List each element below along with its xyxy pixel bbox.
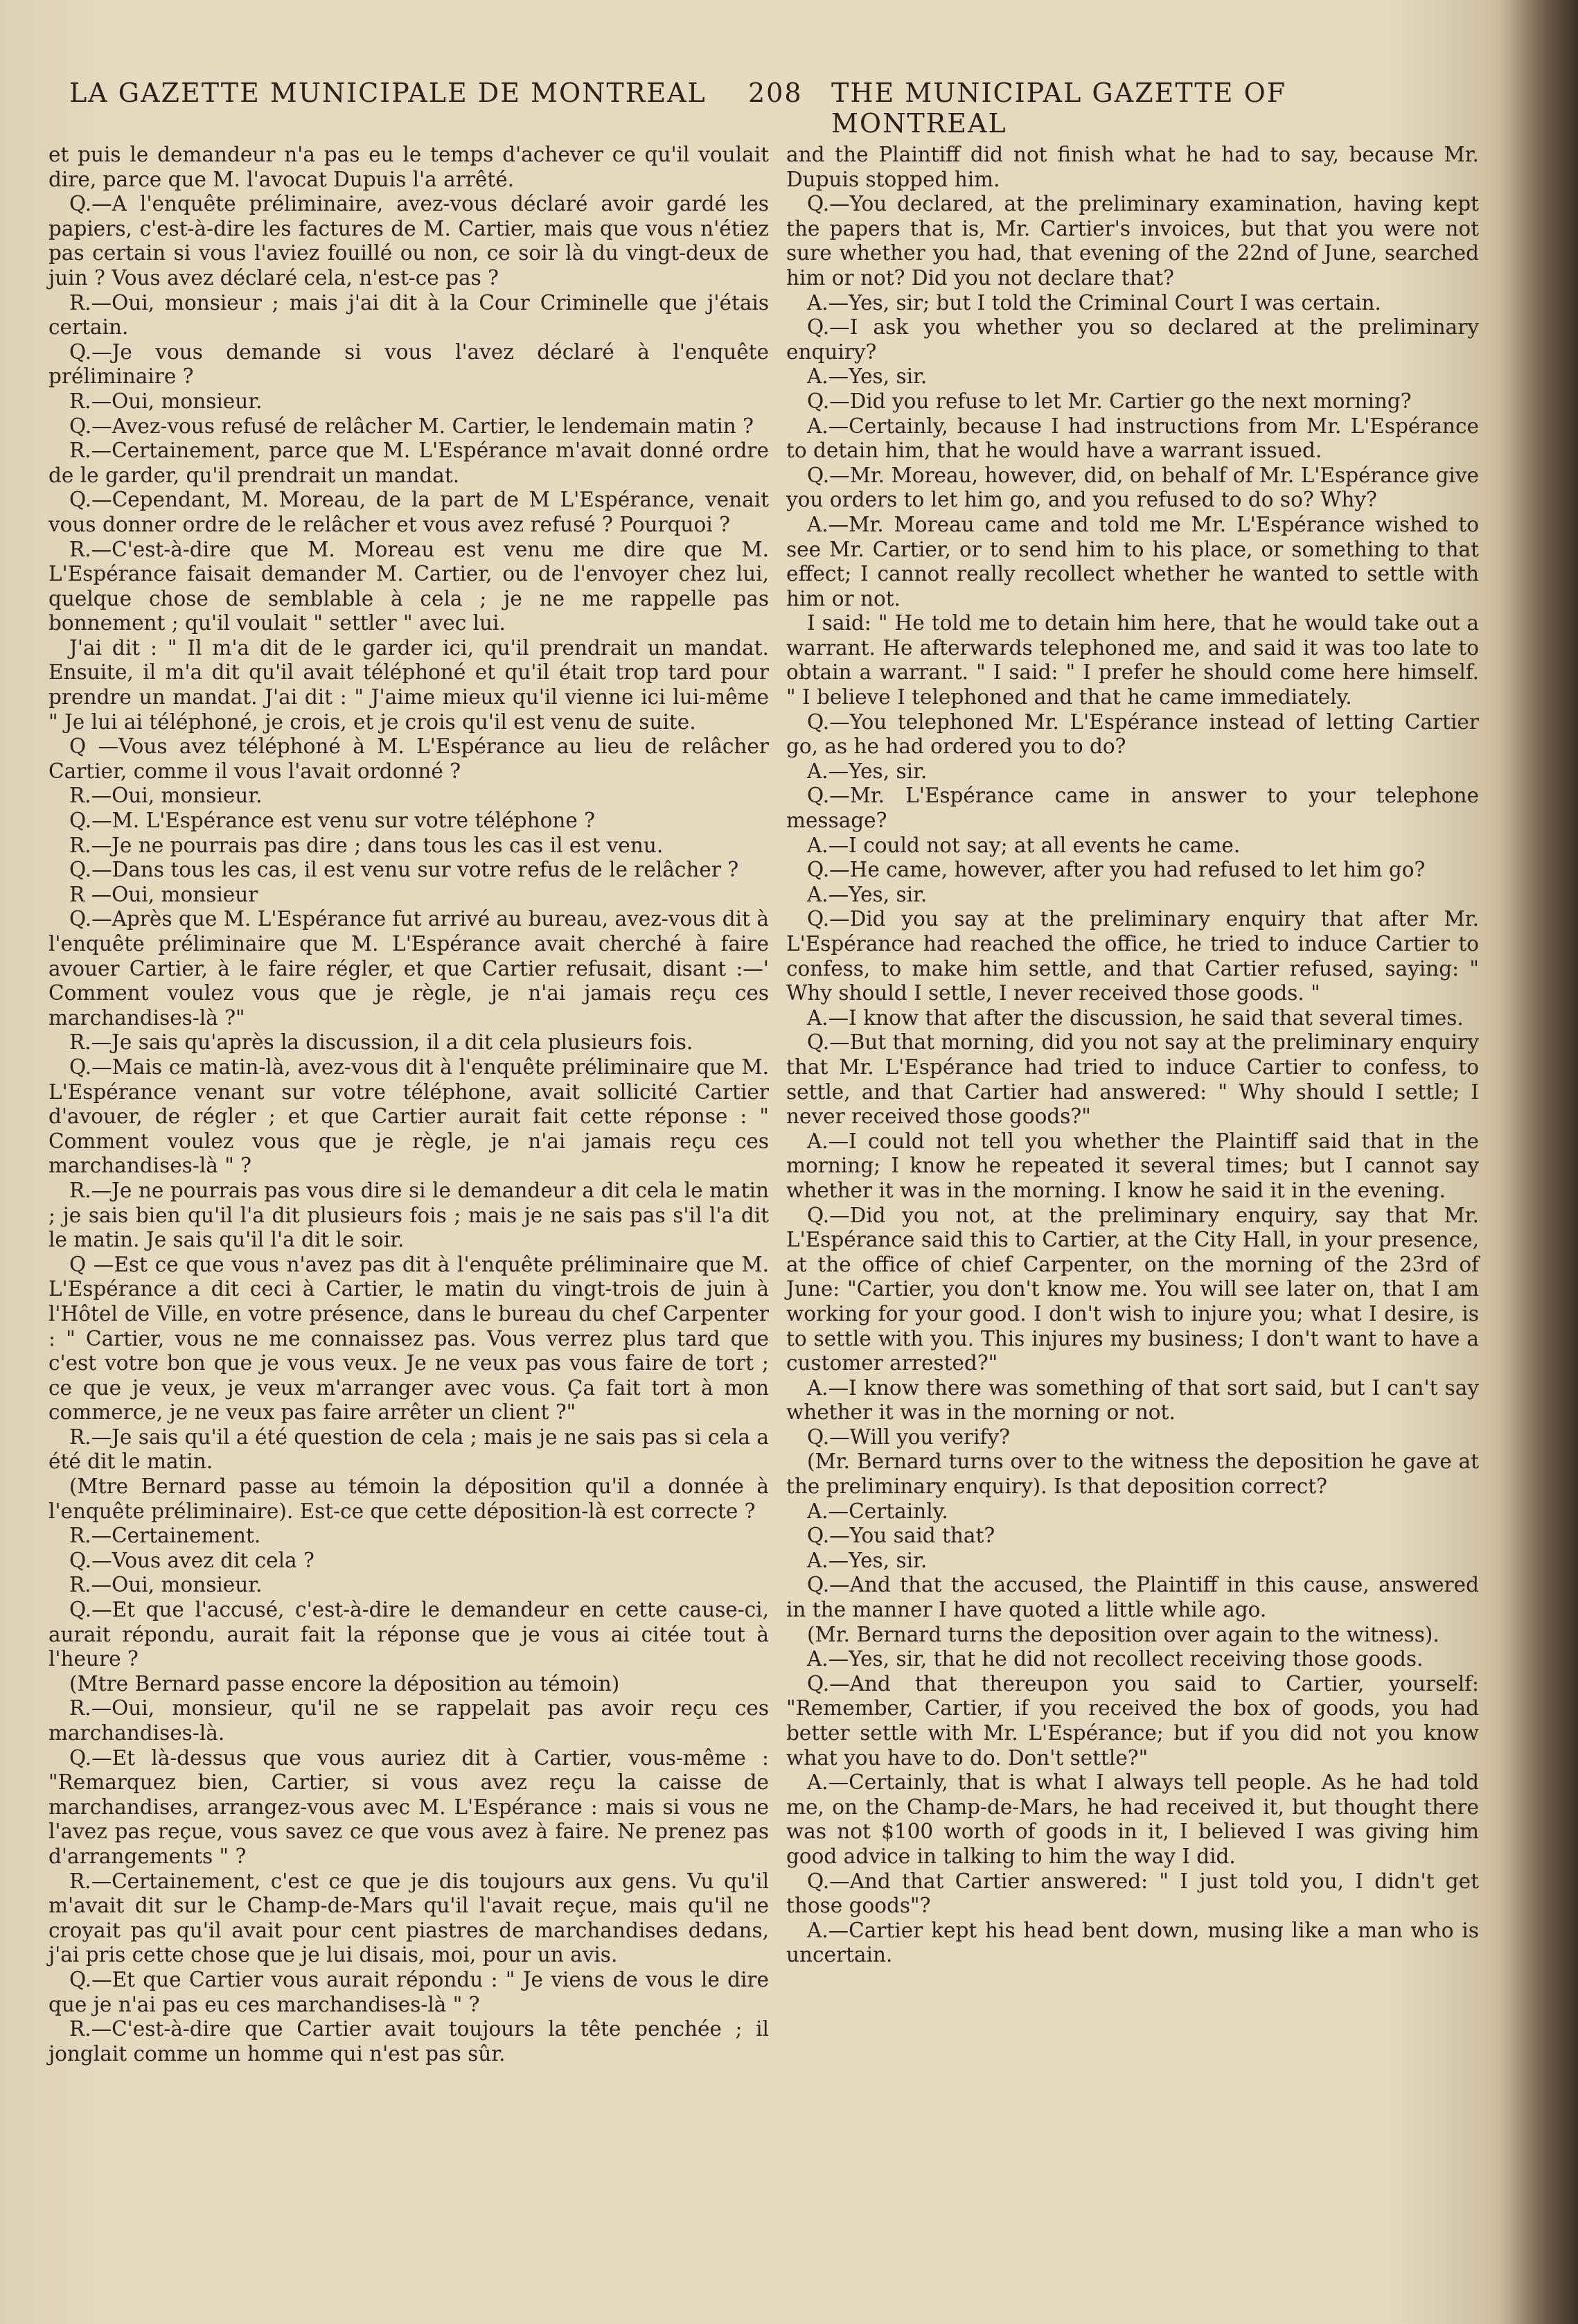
english-paragraph: A.—Certainly. <box>807 1499 948 1523</box>
french-paragraph: Q.—Vous avez dit cela ? <box>69 1548 314 1572</box>
english-paragraph: Q.—You telephoned Mr. L'Espérance instead of letting Cartier go, as he had ordered you to do? <box>786 710 1479 759</box>
english-paragraph: Q.—Did you refuse to let Mr. Cartier go the next morning? <box>807 389 1412 413</box>
french-paragraph: Q.—A l'enquête préliminaire, avez-vous déclaré avoir gardé les papiers, c'est-à-dire les factures de M. Cartier, mais que vous n'étiez pas certain si vous l'aviez fouillé ou non, ce soir là du vingt-deux de juin ? Vous avez déclaré cela, n'est-ce pas ? <box>48 192 769 290</box>
english-paragraph: A.—Yes, sir. <box>807 882 928 906</box>
french-paragraph: R.—Je ne pourrais pas vous dire si le demandeur a dit cela le matin ; je sais bien qu'il l'a dit plusieurs fois ; mais je ne sais pas s'il l'a dit le matin. Je sais qu'il l'a dit le soir. <box>48 1178 769 1252</box>
english-paragraph: (Mr. Bernard turns over to the witness the deposition he gave at the preliminary enquiry). Is that deposition correct? <box>786 1450 1479 1499</box>
french-paragraph: R.—C'est-à-dire que Cartier avait toujours la tête penchée ; il jonglait comme un homme qui n'est pas sûr. <box>48 2017 769 2066</box>
french-paragraph: Q.—Après que M. L'Espérance fut arrivé au bureau, avez-vous dit à l'enquête préliminaire que M. L'Espérance avait cherché à faire avouer Cartier, à le faire régler, et que Cartier refusait, disant :—' Comment voulez vous que je règle, je n'ai jamais reçu ces marchandises-là ?" <box>48 907 769 1030</box>
english-paragraph: Q.—And that the accused, the Plaintiff in this cause, answered in the manner I have quoted a little while ago. <box>786 1573 1479 1622</box>
french-paragraph: (Mtre Bernard passe encore la déposition au témoin) <box>69 1671 620 1696</box>
english-paragraph: A.—Yes, sir. <box>807 364 928 389</box>
french-paragraph: Q.—M. L'Espérance est venu sur votre téléphone ? <box>69 809 595 833</box>
french-paragraph: Q.—Cependant, M. Moreau, de la part de M L'Espérance, venait vous donner ordre de le relâcher et vous avez refusé ? Pourquoi ? <box>48 488 769 536</box>
english-paragraph: Q.—I ask you whether you so declared at the preliminary enquiry? <box>786 315 1479 364</box>
english-paragraph: Q.—Did you not, at the preliminary enquiry, say that Mr. L'Espérance said this to Cartier, at the City Hall, in your presence, at the office of chief Carpenter, on the morning of the 23rd of June: "Cartier, you don't know me. You will see later on, that I am working for your good. I don't wish to injure you; what I desire, is to settle with you. This injures my business; I don't want to have a customer arrested?" <box>786 1203 1479 1375</box>
french-paragraph: R.—Oui, monsieur. <box>69 1573 263 1597</box>
french-paragraph: J'ai dit : " Il m'a dit de le garder ici, qu'il prendrait un mandat. Ensuite, il m'a dit qu'il avait téléphoné et qu'il était trop tard pour prendre un mandat. J'ai dit : " J'aime mieux qu'il vienne ici lui-même " Je lui ai téléphoné, je crois, et je crois qu'il est venu de suite. <box>48 635 769 734</box>
english-paragraph: Q.—Will you verify? <box>807 1425 1010 1449</box>
english-paragraph: and the Plaintiff did not finish what he had to say, because Mr. Dupuis stopped him. <box>786 143 1479 191</box>
french-paragraph: R.—Je sais qu'il a été question de cela ; mais je ne sais pas si cela a été dit le matin. <box>48 1425 769 1474</box>
french-paragraph: R.—C'est-à-dire que M. Moreau est venu me dire que M. L'Espérance faisait demander M. Cartier, ou de l'envoyer chez lui, quelque chose de semblable à cela ; je ne me rappelle pas bonnement ; qu'il voulait " settler " avec lui. <box>48 537 769 635</box>
english-paragraph: A.—Certainly, that is what I always tell people. As he had told me, on the Champ-de-Mars, he had received it, but thought there was not $100 worth of goods in it, I believed I was giving him good advice in talking to him the way I did. <box>786 1770 1479 1868</box>
english-paragraph: A.—Yes, sir. <box>807 1548 928 1572</box>
french-paragraph: et puis le demandeur n'a pas eu le temps d'achever ce qu'il voulait dire, parce que M. l'avocat Dupuis l'a arrêté. <box>48 143 769 191</box>
french-paragraph: R.—Certainement, c'est ce que je dis toujours aux gens. Vu qu'il m'avait dit sur le Champ-de-Mars qu'il l'avait reçue, mais qu'il ne croyait pas qu'il avait pour cent piastres de marchandises dedans, j'ai pris cette chose que je lui disais, moi, pour un avis. <box>48 1869 769 1967</box>
french-paragraph: R.—Oui, monsieur, qu'il ne se rappelait pas avoir reçu ces marchandises-là. <box>48 1696 769 1745</box>
french-paragraph: Q.—Mais ce matin-là, avez-vous dit à l'enquête préliminaire que M. L'Espérance venant sur votre téléphone, avait sollicité Cartier d'avouer, de régler ; et que Cartier aurait fait cette réponse : " Comment voulez vous que je règle, je n'ai jamais reçu ces marchandises-là " ? <box>48 1055 769 1178</box>
english-paragraph: A.—I know that after the discussion, he said that several times. <box>807 1005 1464 1030</box>
english-paragraph: A.—Mr. Moreau came and told me Mr. L'Espérance wished to see Mr. Cartier, or to send him to his place, or something to that effect; I cannot really recollect whether he wanted to settle with him or not. <box>786 512 1479 610</box>
french-paragraph: Q —Vous avez téléphoné à M. L'Espérance au lieu de relâcher Cartier, comme il vous l'avait ordonné ? <box>48 734 769 783</box>
english-paragraph: Q.—And that thereupon you said to Cartier, yourself: "Remember, Cartier, if you received the box of goods, you had better settle with Mr. L'Espérance; but if you did not you know what you have to do. Don't settle?" <box>786 1671 1479 1770</box>
french-paragraph: Q.—Et là-dessus que vous auriez dit à Cartier, vous-même : "Remarquez bien, Cartier, si vous avez reçu la caisse de marchandises, arrangez-vous avec M. L'Espérance : mais si vous ne l'avez pas reçue, vous savez ce que vous avez à faire. Ne prenez pas d'arrangements " ? <box>48 1745 769 1868</box>
english-paragraph: A.—Cartier kept his head bent down, musing like a man who is uncertain. <box>786 1918 1479 1967</box>
english-paragraph: Q.—Did you say at the preliminary enquiry that after Mr. L'Espérance had reached the office, he tried to induce Cartier to confess, to make him settle, and that Cartier refused, saying: " Why should I settle, I never received those goods. " <box>786 907 1479 1005</box>
french-paragraph: R.—Certainement, parce que M. L'Espérance m'avait donné ordre de le garder, qu'il prendrait un mandat. <box>48 439 769 487</box>
french-paragraph: Q —Est ce que vous n'avez pas dit à l'enquête préliminaire que M. L'Espérance a dit ceci à Cartier, le matin du vingt-trois de juin à l'Hôtel de Ville, en votre présence, dans le bureau du chef Carpenter : " Cartier, vous ne me connaissez pas. Vous verrez plus tard que c'est votre bon que je vous veux. Je ne veux pas vous faire de tort ; ce que je veux, je veux m'arranger avec vous. Ça fait tort à mon commerce, je ne veux pas faire arrêter un client ?" <box>48 1252 769 1425</box>
english-paragraph: A.—I could not say; at all events he came. <box>807 833 1241 857</box>
french-title: LA GAZETTE MUNICIPALE DE MONTREAL <box>69 78 707 108</box>
page-header <box>69 78 1448 139</box>
english-paragraph: Q.—But that morning, did you not say at the preliminary enquiry that Mr. L'Espérance had tried to induce Cartier to confess, to settle, and that Cartier had answered: " Why should I settle; I never received those goods?" <box>786 1030 1479 1129</box>
english-paragraph: A.—Certainly, because I had instructions from Mr. L'Espérance to detain him, that he would have a warrant issued. <box>786 414 1479 463</box>
french-paragraph: R.—Oui, monsieur. <box>69 389 263 413</box>
french-paragraph: Q.—Avez-vous refusé de relâcher M. Cartier, le lendemain matin ? <box>69 414 754 438</box>
french-column <box>48 143 769 2066</box>
english-paragraph: A.—Yes, sir, that he did not recollect receiving those goods. <box>807 1647 1424 1671</box>
english-paragraph: A.—I could not tell you whether the Plaintiff said that in the morning; I know he repeated it several times; but I cannot say whether it was in the morning. I know he said it in the evening. <box>786 1129 1479 1202</box>
french-paragraph: R.—Je sais qu'après la discussion, il a dit cela plusieurs fois. <box>69 1030 693 1055</box>
french-paragraph: R.—Je ne pourrais pas dire ; dans tous les cas il est venu. <box>69 833 664 857</box>
page-number: 208 <box>748 78 803 108</box>
english-paragraph: Q.—And that Cartier answered: " I just told you, I didn't get those goods"? <box>786 1869 1479 1918</box>
english-paragraph: Q.—Mr. L'Espérance came in answer to your telephone message? <box>786 784 1479 833</box>
english-paragraph: Q.—He came, however, after you had refused to let him go? <box>807 858 1426 882</box>
french-paragraph: R.—Oui, monsieur ; mais j'ai dit à la Cour Criminelle que j'étais certain. <box>48 290 769 340</box>
english-column <box>786 143 1479 1968</box>
english-paragraph: Q.—You declared, at the preliminary examination, having kept the papers that is, Mr. Cartier's invoices, but that you were not sure whether you had, that evening of the 22nd of June, searched him or not? Did you not declare that? <box>786 192 1479 290</box>
english-paragraph: A.—I know there was something of that sort said, but I can't say whether it was in the morning or not. <box>786 1375 1479 1425</box>
french-paragraph: (Mtre Bernard passe au témoin la déposition qu'il a donnée à l'enquête préliminaire). Est-ce que cette déposition-là est correcte ? <box>48 1474 769 1523</box>
french-paragraph: Q.—Et que Cartier vous aurait répondu : " Je viens de vous le dire que je n'ai pas eu ces marchandises-là " ? <box>48 1967 769 2016</box>
french-paragraph: Q.—Et que l'accusé, c'est-à-dire le demandeur en cette cause-ci, aurait répondu, aurait fait la réponse que je vous ai citée tout à l'heure ? <box>48 1598 769 1671</box>
french-paragraph: R —Oui, monsieur <box>69 882 258 906</box>
english-paragraph: Q.—You said that? <box>807 1524 995 1548</box>
english-paragraph: (Mr. Bernard turns the deposition over again to the witness). <box>807 1622 1439 1646</box>
french-paragraph: R.—Oui, monsieur. <box>69 784 263 808</box>
french-paragraph: Q.—Je vous demande si vous l'avez déclaré à l'enquête préliminaire ? <box>48 340 769 389</box>
french-paragraph: R.—Certainement. <box>69 1524 261 1548</box>
english-paragraph: I said: " He told me to detain him here, that he would take out a warrant. He afterwards telephoned me, and said it was too late to obtain a warrant. " I said: " I prefer he should come here himself. " I believe I telephoned and that he came immediately. <box>786 611 1479 710</box>
english-paragraph: A.—Yes, sir. <box>807 759 928 783</box>
french-paragraph: Q.—Dans tous les cas, il est venu sur votre refus de le relâcher ? <box>69 858 739 882</box>
english-paragraph: A.—Yes, sir; but I told the Criminal Court I was certain. <box>807 290 1381 315</box>
english-title: THE MUNICIPAL GAZETTE OF MONTREAL <box>831 78 1287 139</box>
english-paragraph: Q.—Mr. Moreau, however, did, on behalf of Mr. L'Espérance give you orders to let him go, and you refused to do so? Why? <box>786 463 1479 512</box>
